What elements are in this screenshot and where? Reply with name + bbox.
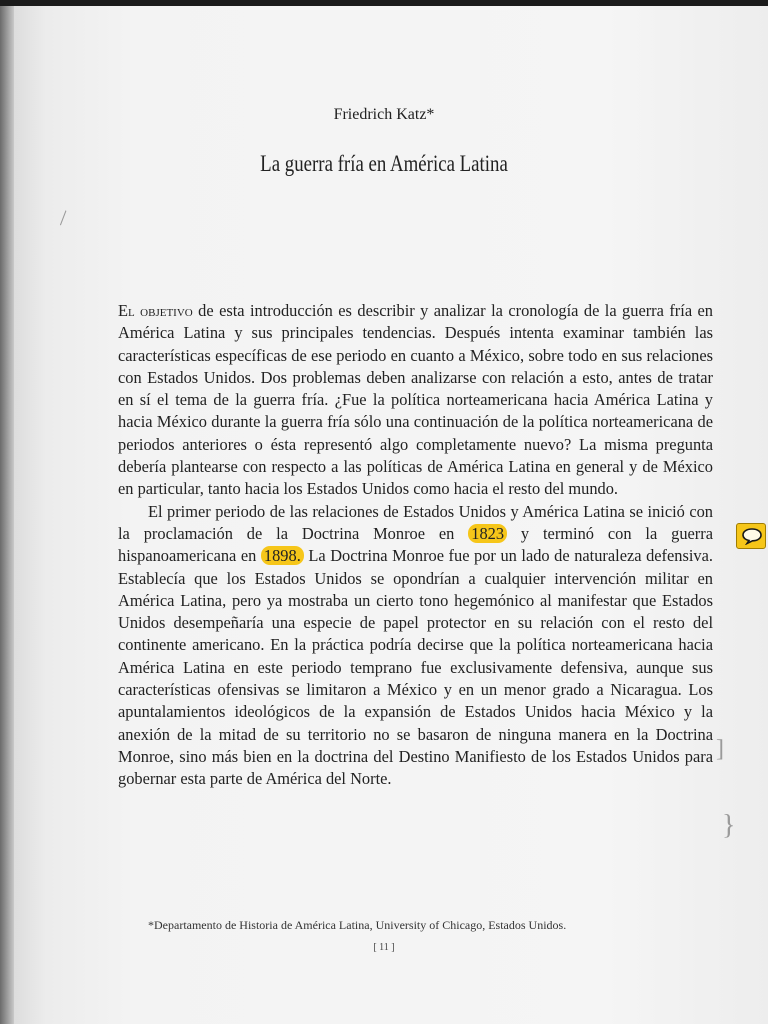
highlight-1823[interactable]: 1823 [468, 524, 507, 543]
page-binding-shadow [0, 6, 14, 1024]
comment-annotation-icon[interactable] [736, 523, 766, 549]
paragraph-lead: El objetivo [118, 301, 193, 320]
paragraph-1 [118, 300, 713, 501]
footnote: *Departamento de Historia de América Latina, University of Chicago, Estados Unidos. [148, 918, 567, 932]
page-number: [ 11 ] [373, 942, 395, 953]
author-name: Friedrich Katz* [333, 106, 435, 123]
speech-bubble-icon [741, 527, 763, 545]
paragraph-2 [118, 501, 713, 791]
margin-bracket-mark: ] [716, 736, 724, 762]
paragraph-1-text: de esta introducción es describir y analizar la cronología de la guerra fría en América Latina y sus principales tendencias. Después intenta examinar también las características específicas de ese periodo en cuanto a México, sobre todo en sus relaciones con Estados Unidos. Dos problemas deben analizarse con relación a esto, antes de tratar en sí el tema de la guerra fría. ¿Fue la política norteamericana hacia América Latina y hacia México durante la guerra fría sólo una continuación de la política norteamericana de periodos anteriores o ésta representó algo completamente nuevo? La misma pregunta debería plantearse con respecto a las políticas de América Latina en general y de México en particular, tanto hacia los Estados Unidos como hacia el resto del mundo. [118, 301, 713, 499]
article-title: La guerra fría en América Latina [260, 151, 508, 176]
margin-pencil-mark: \ [53, 206, 74, 230]
highlight-1898[interactable]: 1898. [261, 546, 304, 565]
margin-bracket-mark: } [722, 810, 736, 841]
paragraph-2-part1: El primer periodo de las relaciones de Estados Unidos y América Latina se inició con la proclamación de la Doctrina Monroe en [118, 501, 713, 543]
paragraph-2-part2: y terminó con la guerra hispanoamericana en [118, 523, 713, 566]
article-body [118, 300, 713, 791]
paragraph-2-part3: La Doctrina Monroe fue por un lado de naturaleza defensiva. Establecía que los Estados Unidos se opondrían a cualquier intervención militar en América Latina, pero ya mostraba un cierto tono hegemónico al manifestar que Estados Unidos desempeñaría una especie de papel protector en su relación con el resto del continente americano. En la práctica podría decirse que la política norteamericana hacia América Latina en este periodo temprano fue exclusivamente defensiva, aunque sus características ofensivas se limitaron a México y en un menor grado a Nicaragua. Los apuntalamientos ideológicos de la expansión de Estados Unidos hacia México y la anexión de la mitad de su territorio no se basaron de ninguna manera en la Doctrina Monroe, sino más bien en la doctrina del Destino Manifiesto de los Estados Unidos para gobernar esta parte de América del Norte. [118, 546, 713, 789]
